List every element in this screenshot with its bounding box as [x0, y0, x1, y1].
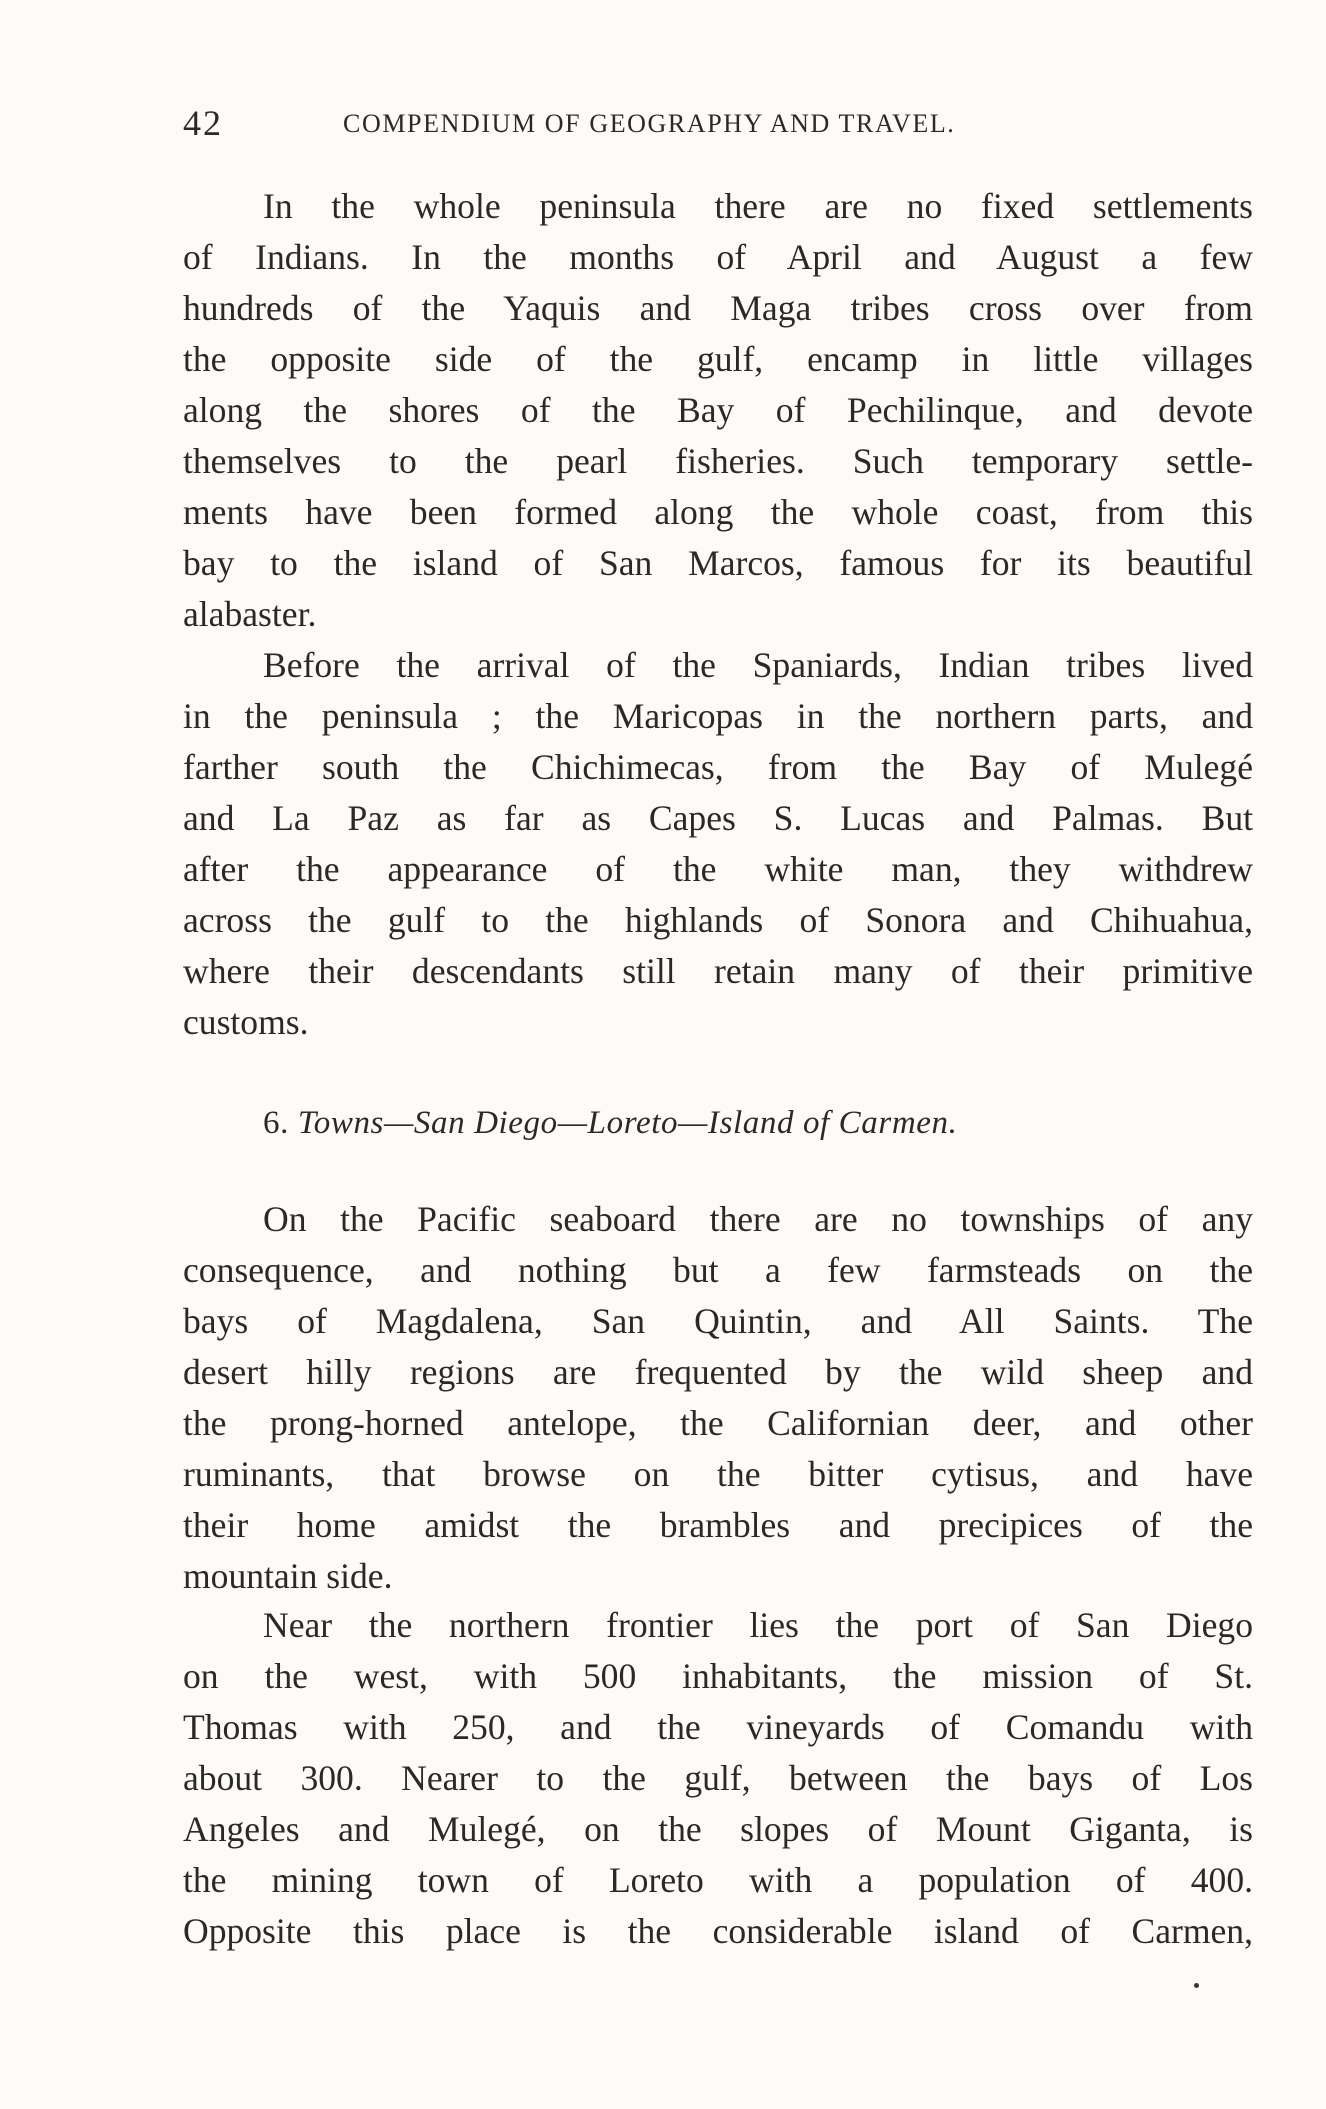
running-title: COMPENDIUM OF GEOGRAPHY AND TRAVEL.	[343, 109, 956, 138]
section-heading	[263, 1098, 957, 1148]
text-line: their home amidst the brambles and precipices of the	[183, 1505, 1253, 1545]
text-line: the opposite side of the gulf, encamp in little villages	[183, 339, 1253, 379]
section-title: Towns—San Diego—Loreto—Island of Carmen.	[297, 1105, 958, 1141]
text-line: and La Paz as far as Capes S. Lucas and Palmas. But	[183, 798, 1253, 838]
text-line: where their descendants still retain many of their primitive	[183, 951, 1253, 991]
text-line: bays of Magdalena, San Quintin, and All Saints. The	[183, 1301, 1253, 1341]
text-line: themselves to the pearl fisheries. Such temporary settle-	[183, 441, 1253, 481]
section-number: 6.	[263, 1105, 289, 1141]
text-line: along the shores of the Bay of Pechilinque, and devote	[183, 390, 1253, 430]
text-line: ruminants, that browse on the bitter cytisus, and have	[183, 1454, 1253, 1494]
text-line: consequence, and nothing but a few farmsteads on the	[183, 1250, 1253, 1290]
text-line: Opposite this place is the considerable island of Carmen,	[183, 1911, 1253, 1951]
text-line: of Indians. In the months of April and August a few	[183, 237, 1253, 277]
text-line: mountain side.	[183, 1556, 393, 1596]
paragraph-indians	[183, 181, 1253, 640]
page-number: 42	[183, 103, 223, 143]
text-line: In the whole peninsula there are no fixed settlements	[263, 186, 1253, 226]
text-line: farther south the Chichimecas, from the Bay of Mulegé	[183, 747, 1253, 787]
text-line: customs.	[183, 1002, 309, 1042]
text-line: Angeles and Mulegé, on the slopes of Mount Giganta, is	[183, 1809, 1253, 1849]
text-line: across the gulf to the highlands of Sonora and Chihuahua,	[183, 900, 1253, 940]
text-line: the mining town of Loreto with a population of 400.	[183, 1860, 1253, 1900]
text-line: bay to the island of San Marcos, famous for its beautiful	[183, 543, 1253, 583]
paragraph-san-diego	[183, 1600, 1253, 1957]
paragraph-before-spaniards	[183, 640, 1253, 1048]
text-line: ments have been formed along the whole coast, from this	[183, 492, 1253, 532]
text-line: Thomas with 250, and the vineyards of Comandu with	[183, 1707, 1253, 1747]
text-line: desert hilly regions are frequented by the wild sheep and	[183, 1352, 1253, 1392]
print-speck	[1194, 1983, 1199, 1988]
paragraph-pacific-seaboard	[183, 1194, 1253, 1602]
text-line: Near the northern frontier lies the port of San Diego	[263, 1605, 1253, 1645]
running-head	[183, 98, 1083, 148]
text-line: Before the arrival of the Spaniards, Indian tribes lived	[263, 645, 1253, 685]
text-line: after the appearance of the white man, they withdrew	[183, 849, 1253, 889]
text-line: in the peninsula ; the Maricopas in the northern parts, and	[183, 696, 1253, 736]
text-line: alabaster.	[183, 594, 317, 634]
text-line: On the Pacific seaboard there are no townships of any	[263, 1199, 1253, 1239]
text-line: about 300. Nearer to the gulf, between the bays of Los	[183, 1758, 1253, 1798]
text-line: the prong-horned antelope, the Californian deer, and other	[183, 1403, 1253, 1443]
text-line: hundreds of the Yaquis and Maga tribes cross over from	[183, 288, 1253, 328]
text-line: on the west, with 500 inhabitants, the mission of St.	[183, 1656, 1253, 1696]
